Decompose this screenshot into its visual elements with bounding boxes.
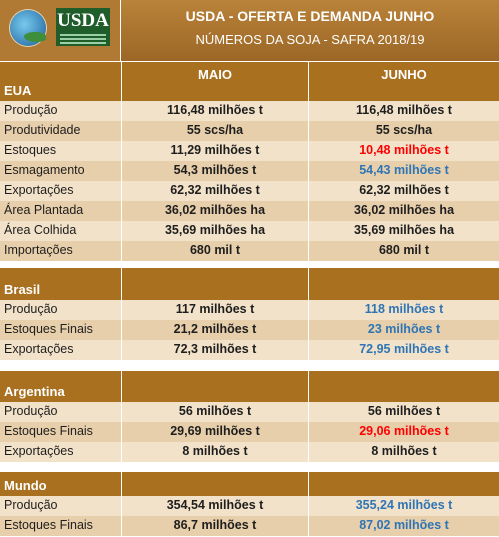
brasil-junho-header bbox=[309, 268, 499, 300]
eua-row-label-cell bbox=[0, 241, 121, 261]
column-header-junho: JUNHO bbox=[381, 67, 427, 82]
mundo-row-label-cell bbox=[0, 516, 121, 536]
eua-row-label: Exportações bbox=[4, 183, 74, 197]
argentina-maio-header bbox=[122, 371, 308, 402]
eua-maio-header bbox=[122, 62, 308, 101]
argentina-junho-value: 8 milhões t bbox=[371, 444, 437, 458]
eua-junho-cell bbox=[309, 121, 499, 141]
page-subtitle: NÚMEROS DA SOJA - SAFRA 2018/19 bbox=[195, 32, 425, 47]
brasil-junho-cell bbox=[309, 340, 499, 360]
eua-maio-value: 62,32 milhões t bbox=[170, 183, 260, 197]
eua-maio-cell bbox=[122, 181, 308, 201]
eua-row-label: Área Plantada bbox=[4, 203, 84, 217]
globe-icon bbox=[10, 10, 46, 46]
argentina-row-label-cell bbox=[0, 402, 121, 422]
mundo-maio-value: 354,54 milhões t bbox=[166, 498, 264, 512]
argentina-maio-cell bbox=[122, 442, 308, 462]
eua-junho-value: 10,48 milhões t bbox=[359, 143, 449, 157]
eua-junho-cell bbox=[309, 201, 499, 221]
eua-junho-value: 116,48 milhões t bbox=[356, 103, 452, 117]
mundo-maio-cell bbox=[122, 496, 308, 516]
mundo-row-label-cell bbox=[0, 496, 121, 516]
eua-row-label: Esmagamento bbox=[4, 163, 85, 177]
logo-area bbox=[0, 0, 120, 61]
eua-junho-value: 680 mil t bbox=[378, 243, 430, 257]
brasil-maio-cell bbox=[122, 300, 308, 320]
eua-maio-cell bbox=[122, 101, 308, 121]
mundo-row-label: Produção bbox=[4, 498, 58, 512]
eua-row-label: Produtividade bbox=[4, 123, 81, 137]
argentina-section-title: Argentina bbox=[4, 384, 65, 399]
argentina-row-label: Produção bbox=[4, 404, 58, 418]
eua-row-label-cell bbox=[0, 101, 121, 121]
brasil-row-label-cell bbox=[0, 300, 121, 320]
usda-logo-text: USDA bbox=[57, 10, 109, 31]
brasil-junho-value: 23 milhões t bbox=[367, 322, 441, 336]
eua-junho-cell bbox=[309, 181, 499, 201]
mundo-section-title: Mundo bbox=[4, 478, 47, 493]
column-header-maio: MAIO bbox=[198, 67, 232, 82]
eua-junho-cell bbox=[309, 241, 499, 261]
eua-junho-header bbox=[309, 62, 499, 101]
brasil-maio-value: 117 milhões t bbox=[175, 302, 255, 316]
brasil-maio-cell bbox=[122, 340, 308, 360]
brasil-section-title: Brasil bbox=[4, 282, 41, 297]
eua-maio-value: 55 scs/ha bbox=[186, 123, 244, 137]
eua-junho-cell bbox=[309, 141, 499, 161]
argentina-junho-value: 56 milhões t bbox=[367, 404, 441, 418]
eua-row-label: Importações bbox=[4, 243, 73, 257]
mundo-junho-value: 87,02 milhões t bbox=[359, 518, 449, 532]
brasil-maio-value: 72,3 milhões t bbox=[173, 342, 257, 356]
eua-maio-cell bbox=[122, 221, 308, 241]
mundo-junho-cell bbox=[309, 516, 499, 536]
eua-maio-cell bbox=[122, 141, 308, 161]
brasil-maio-cell bbox=[122, 320, 308, 340]
eua-junho-cell bbox=[309, 101, 499, 121]
mundo-row-label: Estoques Finais bbox=[4, 518, 93, 532]
argentina-junho-cell bbox=[309, 422, 499, 442]
eua-row-label-cell bbox=[0, 121, 121, 141]
mundo-maio-header bbox=[122, 472, 308, 496]
mundo-junho-header bbox=[309, 472, 499, 496]
argentina-junho-header bbox=[309, 371, 499, 402]
argentina-row-label-cell bbox=[0, 422, 121, 442]
eua-row-label-cell bbox=[0, 161, 121, 181]
eua-maio-value: 116,48 milhões t bbox=[167, 103, 263, 117]
mundo-junho-cell bbox=[309, 496, 499, 516]
mundo-junho-value: 355,24 milhões t bbox=[355, 498, 453, 512]
eua-maio-value: 36,02 milhões ha bbox=[164, 203, 266, 217]
argentina-row-label-cell bbox=[0, 442, 121, 462]
brasil-junho-cell bbox=[309, 320, 499, 340]
eua-maio-cell bbox=[122, 241, 308, 261]
table-header bbox=[0, 0, 499, 61]
brasil-maio-value: 21,2 milhões t bbox=[173, 322, 257, 336]
eua-junho-value: 62,32 milhões t bbox=[359, 183, 449, 197]
mundo-maio-value: 86,7 milhões t bbox=[173, 518, 257, 532]
argentina-junho-value: 29,06 milhões t bbox=[359, 424, 449, 438]
argentina-row-label: Exportações bbox=[4, 444, 74, 458]
page-title: USDA - OFERTA E DEMANDA JUNHO bbox=[185, 8, 435, 24]
brasil-section-header bbox=[0, 268, 121, 300]
eua-row-label: Produção bbox=[4, 103, 58, 117]
eua-row-label-cell bbox=[0, 221, 121, 241]
eua-row-label: Estoques bbox=[4, 143, 57, 157]
brasil-row-label: Estoques Finais bbox=[4, 322, 93, 336]
argentina-section-header bbox=[0, 371, 121, 402]
eua-row-label: Área Colhida bbox=[4, 223, 77, 237]
eua-maio-value: 11,29 milhões t bbox=[170, 143, 260, 157]
brasil-row-label-cell bbox=[0, 340, 121, 360]
argentina-maio-value: 56 milhões t bbox=[178, 404, 252, 418]
eua-junho-value: 54,43 milhões t bbox=[359, 163, 449, 177]
eua-junho-value: 36,02 milhões ha bbox=[353, 203, 455, 217]
argentina-row-label: Estoques Finais bbox=[4, 424, 93, 438]
eua-maio-cell bbox=[122, 201, 308, 221]
eua-maio-value: 35,69 milhões ha bbox=[164, 223, 266, 237]
eua-section-title: EUA bbox=[4, 83, 32, 98]
argentina-maio-cell bbox=[122, 402, 308, 422]
brasil-maio-header bbox=[122, 268, 308, 300]
eua-maio-value: 54,3 milhões t bbox=[173, 163, 257, 177]
brasil-junho-value: 72,95 milhões t bbox=[359, 342, 449, 356]
brasil-row-label: Exportações bbox=[4, 342, 74, 356]
eua-maio-cell bbox=[122, 161, 308, 181]
argentina-junho-cell bbox=[309, 442, 499, 462]
eua-row-label-cell bbox=[0, 201, 121, 221]
argentina-junho-cell bbox=[309, 402, 499, 422]
eua-maio-value: 680 mil t bbox=[189, 243, 241, 257]
mundo-maio-cell bbox=[122, 516, 308, 536]
mundo-section-header bbox=[0, 472, 121, 496]
eua-junho-value: 35,69 milhões ha bbox=[353, 223, 455, 237]
eua-row-label-cell bbox=[0, 181, 121, 201]
eua-junho-value: 55 scs/ha bbox=[375, 123, 433, 137]
brasil-junho-cell bbox=[309, 300, 499, 320]
eua-junho-cell bbox=[309, 221, 499, 241]
eua-junho-cell bbox=[309, 161, 499, 181]
argentina-maio-cell bbox=[122, 422, 308, 442]
argentina-maio-value: 29,69 milhões t bbox=[170, 424, 260, 438]
eua-row-label-cell bbox=[0, 141, 121, 161]
eua-maio-cell bbox=[122, 121, 308, 141]
brasil-row-label-cell bbox=[0, 320, 121, 340]
brasil-junho-value: 118 milhões t bbox=[364, 302, 444, 316]
eua-section-header bbox=[0, 62, 121, 101]
usda-logo bbox=[56, 8, 110, 46]
argentina-maio-value: 8 milhões t bbox=[182, 444, 248, 458]
brasil-row-label: Produção bbox=[4, 302, 58, 316]
